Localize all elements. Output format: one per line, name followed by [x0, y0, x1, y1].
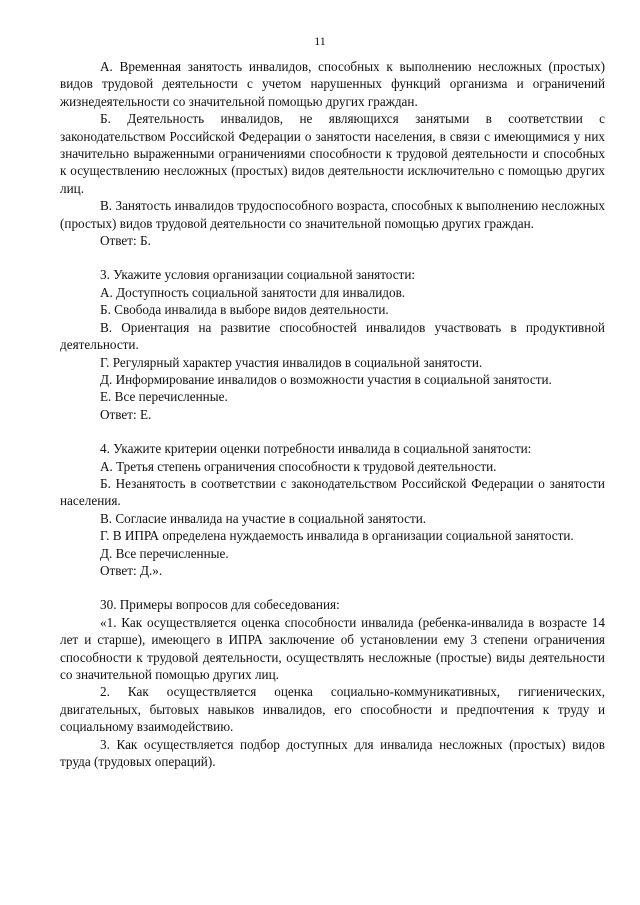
q4-answer: Ответ: Д.». [100, 562, 163, 578]
q3-option-b: Б. Свобода инвалида в выборе видов деятельности. [100, 302, 389, 318]
answer-option-b: Б. Деятельность инвалидов, не являющихся занятыми в соответствии с законодательством Российской Федерации о занятости населения, в связи с имеющимися у них значительно выраженными ограничениями способности к трудовой деятельности и способных к осуществлению несложных (простых) видов деятельности исключительно с помощью других лиц. [60, 111, 605, 196]
question-4: 4. Укажите критерии оценки потребности инвалида в социальной занятости: [100, 441, 532, 457]
q4-option-a: А. Третья степень ограничения способности к трудовой деятельности. [100, 458, 497, 474]
interview-question-3: 3. Как осуществляется подбор доступных для инвалида несложных (простых) видов труда (трудовых операций). [60, 736, 605, 770]
spacer [60, 249, 605, 266]
interview-question-2: 2. Как осуществляется оценка социально-коммуникативных, гигиенических, двигательных, бытовых навыков инвалидов, его способности и предпочтения к труду и социальному взаимодействию. [60, 684, 605, 735]
document-body [60, 58, 605, 770]
answer-option-a: А. Временная занятость инвалидов, способных к выполнению несложных (простых) видов трудовой деятельности с учетом нарушенных функций организма и ограничений жизнедеятельности со значительной помощью других граждан. [60, 59, 605, 109]
section-30-heading: 30. Примеры вопросов для собеседования: [100, 597, 340, 613]
answer-option-v: В. Занятость инвалидов трудоспособного возраста, способных к выполнению несложных (простых) видов трудовой деятельности со значительной помощью других граждан. [60, 198, 605, 231]
q4-option-d: Д. Все перечисленные. [100, 545, 229, 561]
q3-option-v: В. Ориентация на развитие способностей инвалидов участвовать в продуктивной деятельности. [60, 319, 605, 353]
q4-option-g: Г. В ИПРА определена нуждаемость инвалида в организации социальной занятости. [100, 528, 574, 544]
q3-answer: Ответ: Е. [100, 406, 152, 422]
page-number: 11 [314, 34, 326, 48]
q3-option-d: Д. Информирование инвалидов о возможности участия в социальной занятости. [100, 371, 552, 387]
q3-option-g: Г. Регулярный характер участия инвалидов в социальной занятости. [100, 354, 483, 370]
q4-option-v: В. Согласие инвалида на участие в социальной занятости. [100, 510, 427, 526]
question-3: 3. Укажите условия организации социальной занятости: [100, 267, 416, 283]
spacer [60, 423, 605, 440]
q3-option-a: А. Доступность социальной занятости для инвалидов. [100, 284, 406, 300]
q3-option-e: Е. Все перечисленные. [100, 389, 228, 405]
interview-question-1: «1. Как осуществляется оценка способности инвалида (ребенка-инвалида в возрасте 14 лет и старше), имеющего в ИПРА заключение об установлении ему 3 степени ограничения способности к трудовой деятельности, осуществлять несложные (простые) виды деятельности со значительной помощью других лиц. [60, 614, 605, 682]
answer-key: Ответ: Б. [100, 233, 151, 249]
q4-option-b: Б. Незанятость в соответствии с законодательством Российской Федерации о занятости населения. [60, 475, 605, 509]
spacer [60, 579, 605, 596]
